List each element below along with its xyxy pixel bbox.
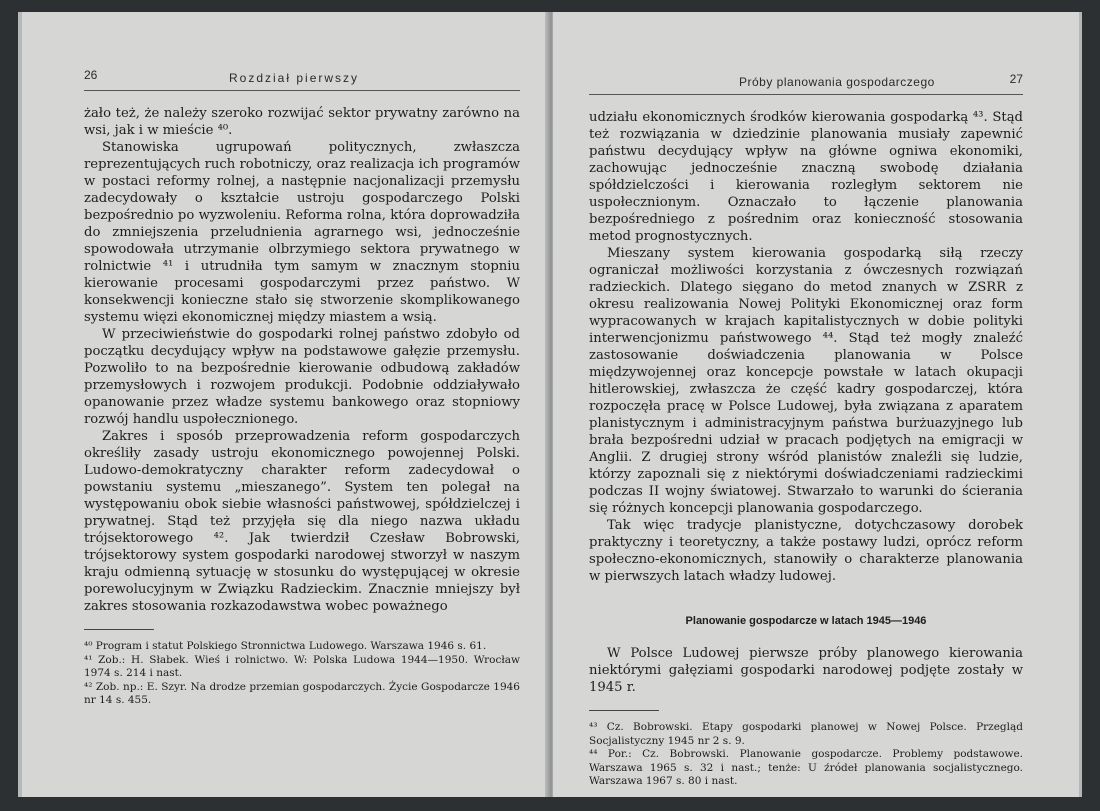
paragraph: Zakres i sposób przeprowadzenia reform gospodarczych określiły zasady ustroju ekonomicznego powojennej Polski. Ludowo-demokratyczny charakter reform zadecydował o powstaniu systemu „mieszanego”. System ten polegał na występowaniu obok siebie własności państwowej, spółdzielczej i prywatnej. Stąd też przyjęła się dla niego nazwa układu trójsektorowego ⁴². Jak twierdził Czesław Bobrowski, trójsektorowy system gospodarki narodowej stworzył w naszym kraju odmienną sytuację w stosunku do występującej w okresie porewolucyjnym w Związku Radzieckim. Znacznie mniejszy był zakres stosowania rozkazodawstwa wobec poważnego: [84, 429, 520, 614]
right-body-text: [589, 109, 1023, 585]
paragraph: Stanowiska ugrupowań politycznych, zwłaszcza reprezentujących ruch robotniczy, oraz realizacja ich programów w postaci reformy rolnej, a następnie nacjonalizacji przemysłu zadecydowały o kształcie ustroju gospodarczego Polski bezpośrednio po wyzwoleniu. Reforma rolna, która doprowadziła do zmniejszenia przeludnienia agrarnego wsi, jednocześnie spowodowała utrzymanie olbrzymiego sektora prywatnego w rolnictwie ⁴¹ i utrudniła tym samym w znacznym stopniu kierowanie procesami gospodarczymi przez państwo. W konsekwencji konieczne stało się stworzenie skomplikowanego systemu więzi ekonomicznej między miastem a wsią.: [84, 140, 520, 325]
running-head-right: [589, 72, 1023, 95]
footnotes-left: [84, 640, 520, 708]
footnote-divider: [84, 629, 154, 630]
footnotes-right: [589, 721, 1023, 789]
footnote: ⁴⁴ Por.: Cz. Bobrowski. Planowanie gospodarcze. Problemy podstawowe. Warszawa 1965 s. 32 i nast.; tenże: U źródeł planowania socjalistycznego. Warszawa 1967 s. 80 i nast.: [589, 748, 1023, 787]
page-number-left: 26: [84, 68, 98, 82]
section-heading: Planowanie gospodarcze w latach 1945—1946: [685, 615, 927, 627]
chapter-title: Rozdział pierwszy: [229, 71, 360, 85]
section-running-title: Próby planowania gospodarczego: [739, 75, 935, 89]
footnote: ⁴¹ Zob.: H. Słabek. Wieś i rolnictwo. W: Polska Ludowa 1944—1950. Wrocław 1974 s. 214 i nast.: [84, 653, 520, 679]
paragraph: W przeciwieństwie do gospodarki rolnej państwo zdobyło od początku decydujący wpływ na podstawowe gałęzie przemysłu. Pozwoliło to na bezpośrednie kierowanie odbudową zakładów przemysłowych i rozwojem produkcji. Podobnie oddziaływało opanowanie przez władze systemu bankowego oraz stopniowy rozwój handlu uspołecznionego.: [84, 327, 520, 427]
page-number-right: 27: [1009, 72, 1023, 86]
left-body-text: [84, 105, 520, 615]
section-body-text: [589, 645, 1023, 696]
right-page: [553, 12, 1079, 797]
footnote: ⁴³ Cz. Bobrowski. Etapy gospodarki planowej w Nowej Polsce. Przegląd Socjalistyczny 1945 nr 2 s. 9.: [589, 721, 1023, 747]
paragraph: udziału ekonomicznych środków kierowania gospodarką ⁴³. Stąd też rozwiązania w dziedzinie planowania musiały zapewnić państwu decydujący wpływ na główne ogniwa ekonomiki, zachowując jednocześnie znaczną swobodę działania spółdzielczości i kierowania rozległym sektorem nie uspołecznionym. Oznaczało to łączenie planowania bezpośredniego z pośrednim oraz konieczność stosowania metod prognostycznych.: [589, 110, 1023, 244]
footnote: ⁴⁰ Program i statut Polskiego Stronnictwa Ludowego. Warszawa 1946 s. 61.: [84, 640, 487, 652]
paragraph: W Polsce Ludowej pierwsze próby planowego kierowania niektórymi gałęziami gospodarki narodowej podjęte zostały w 1945 r.: [589, 646, 1023, 695]
running-head-left: [84, 68, 520, 91]
footnote-divider: [589, 710, 659, 711]
paragraph: żało też, że należy szeroko rozwijać sektor prywatny zarówno na wsi, jak i w mieście ⁴⁰.: [84, 106, 520, 138]
paragraph: Tak więc tradycje planistyczne, dotychczasowy dorobek praktyczny i teoretyczny, a także postawy ludzi, oprócz reform społeczno-ekonomicznych, stanowiły o charakterze planowania w pierwszych latach władzy ludowej.: [589, 518, 1023, 584]
footnote: ⁴² Zob. np.: E. Szyr. Na drodze przemian gospodarczych. Życie Gospodarcze 1946 nr 14 s. 455.: [84, 680, 520, 706]
paragraph: Mieszany system kierowania gospodarką siłą rzeczy ograniczał możliwości korzystania z ówczesnych rozwiązań radzieckich. Dlatego sięgano do metod znanych w ZSRR z okresu realizowania Nowej Polityki Ekonomicznej oraz form wypracowanych w krajach kapitalistycznych w dobie polityki interwencjonizmu państwowego ⁴⁴. Stąd też mogły znaleźć zastosowanie doświadczenia planowania w Polsce międzywojennej oraz koncepcje powstałe w latach okupacji hitlerowskiej, zwłaszcza że część kadry gospodarczej, która rozpoczęła pracę w Polsce Ludowej, była związana z aparatem planistycznym i administracyjnym państwa burżuazyjnego lub brała bezpośredni udział w pracach podjętych na emigracji w Anglii. Z drugiej strony wśród planistów znaleźli się ludzie, którzy zapoznali się z niektórymi doświadczeniami radzieckimi podczas II wojny światowej. Stwarzało to warunki do ścierania się różnych koncepcji planowania gospodarczego.: [589, 246, 1023, 516]
left-page: [22, 12, 550, 797]
